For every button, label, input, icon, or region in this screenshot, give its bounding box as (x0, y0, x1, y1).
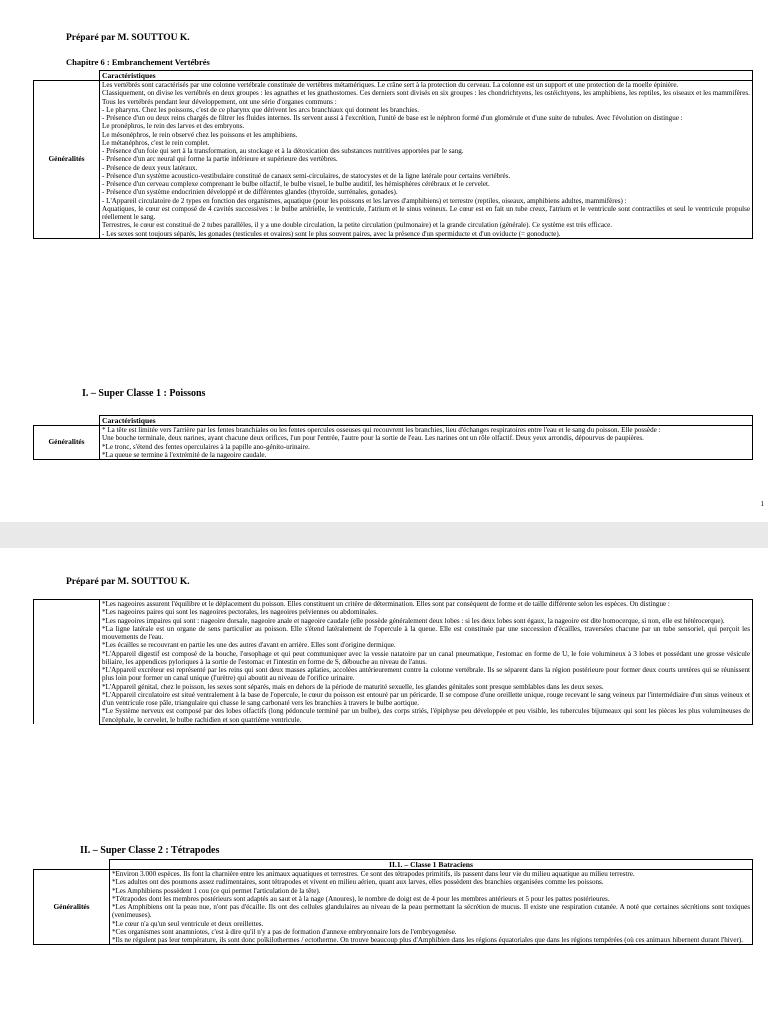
text-line: Le métanéphros, c'est le rein complet. (102, 138, 210, 147)
text-line: *La queue se termine à l'extrémité de la nageoire caudale. (102, 450, 267, 459)
prepared-by-header: Préparé par M. SOUTTOU K. (66, 577, 190, 587)
prepared-by-header: Préparé par M. SOUTTOU K. (66, 33, 190, 43)
text-line: Terrestres, le cœur est constitué de 2 tubes parallèles, il y a une double circulation, la petite circulation (pulmonaire) et la grande circulation (générale). Ce système est très efficace. (102, 221, 613, 230)
vertebrates-table (33, 70, 753, 239)
poissons-table (33, 415, 753, 460)
row-label-generalites: Généralités (34, 81, 100, 239)
text-line: Classiquement, on divise les vertébrés en deux groupes : les agnathes et les gnathostomes. Ces derniers sont divisés en six groupes : les chondrichtyens, les ostéichtyens, les amphibiens, les reptiles, les oiseaux et les mammifères. (102, 89, 750, 98)
text-line: *Les Amphibiens ont la peau nue, n'ont pas d'écaille. Ils ont des cellules glandulaires au niveau de la peau permettant la sécrétion de mucus. Il existe une respiration cutanée. A noté que certaines sécrétions sont toxiques (venimeuses). (112, 903, 750, 920)
batraciens-table (33, 859, 753, 945)
text-line: - Présence d'un arc neural qui forme la partie inférieure et supérieure des vertèbres. (102, 155, 338, 164)
text-line: - Présence d'un foie qui sert à la transformation, au stockage et à la détoxication des substances nutritives apportées par le sang. (102, 147, 464, 155)
text-line: Aquatiques, le cœur est composé de 4 cavités successives : le bulbe artérielle, le ventricule, l'atrium et le sinus veineux. Le cœur est en fait un tube creux, l'atrium et le ventricule sont contractiles et seul le ventricule propulse réellement le sang. (102, 204, 750, 221)
section-title-poissons: I. – Super Classe 1 : Poissons (82, 388, 206, 399)
chapter-title: Chapitre 6 : Embranchement Vertébrés (66, 57, 210, 67)
text-line: *La ligne latérale est un organe de sens particulier au poisson. Elle s'étend latéralement de l'opercule à la queue. Elle est constituée par une succession d'écailles, traversées chacune par un tube sensoriel, qui perçoit les mouvements de l'eau. (102, 624, 750, 641)
text-line: *Le Système nerveux est composé par des lobes olfactifs (long pédoncule terminé par un bulbe), des corps striés, l'épiphyse peu développée et peu visible, les tubercules bijumeaux qui sont les pièces les plus volumineuses de l'encéphale, le cervelet, le bulbe rachidien et son quatrième ventricule. (102, 707, 750, 724)
text-line: *L'Appareil circulatoire est situé ventralement à la base de l'opercule, le cœur du poisson est entouré par un péricarde. Il se compose d'une oreillette unique, rouge recevant le sang veineux par l'intermédiaire d'un sinus veineux et d'un ventricule rose pâle, triangulaire qui chasse le sang carbonaté vers les branchies à travers le bulbe aortique. (102, 690, 750, 707)
text-line: *L'Appareil excréteur est représenté par les reins qui sont deux masses aplaties, accolées antérieurement contre la colonne vertébrale. Ils se séparent dans la région postérieure pour former deux courts uretères qui se réunissent plus loin pour former un canal unique (l'urètre) qui aboutit au niveau de l'orifice urinaire. (102, 666, 750, 683)
text-line: - Présence d'un ou deux reins chargés de filtrer les fluides internes. Ils servent aussi à l'excrétion, l'unité de base est le néphron formé d'un glomérule et d'une suite de tubules. Avec l'évolution on distingue : (102, 114, 683, 122)
page-number: 1 (760, 500, 764, 508)
text-line: *Ils ne régulent pas leur température, ils sont donc poïkilothermes / ectotherme. On trouve beaucoup plus d'Amphibien dans les régions équatoriales que dans les régions tempérées (où ces animaux hibernent durant l'hiver). (112, 936, 743, 944)
text-line: Les vertébrés sont caractérisés par une colonne vertébrale constituée de vertèbres métamériques. Le crâne sert à la protection du cerveau. La colonne est un support et une protection de la moelle épinière. (102, 81, 679, 89)
text-line: *Les Amphibiens possèdent 1 cou (ce qui permet l'articulation de la tête). (112, 886, 321, 895)
text-line: - Présence d'un cerveau complexe comprenant le bulbe olfactif, le bulbe visuel, le bulbe auditif, les hémisphères cérébraux et le cervelet. (102, 180, 490, 188)
text-line: *Les nageoires assurent l'équilibre et le déplacement du poisson. Elles constituent un critère de détermination. Elles sont par conséquent de forme et de taille différente selon les espèces. On distingue : (102, 600, 670, 608)
text-line: *Tétrapodes dont les membres postérieurs sont adaptés au saut et à la nage (Anoures), le nombre de doigt est de 4 pour les membres antérieurs et 5 pour les pattes postérieures. (112, 894, 610, 903)
text-line: - L'Appareil circulatoire de 2 types en fonction des organismes, aquatique (pour les poissons et les larves d'amphibiens) et terrestre (reptiles, oiseaux, amphibiens adultes, mammifères) : (102, 196, 627, 205)
text-line: - Présence d'un système endocrinien développé et de différentes glandes (thyroïde, surrénales, gonades). (102, 188, 398, 197)
text-line: *Ces organismes sont anamniotes, c'est à dire qu'il n'y a pas de formation d'annexe embryonnaire lors de l'embryogenèse. (112, 927, 457, 936)
text-line: Le mésonéphros, le rein observé chez les poissons et les amphibiens. (102, 130, 298, 139)
generalites-content (110, 870, 753, 945)
text-line: - Les sexes sont toujours séparés, les gonades (testicules et ovaires) sont le plus souvent paires, avec la présence d'un spermiducte et d'un oviducte (= gonoducte). (102, 229, 561, 238)
text-line: * La tête est limitée vers l'arrière par les fentes branchiales ou les fentes opercules osseuses qui recouvrent les branchies, lieu d'échanges respiratoires entre l'eau et le sang du poisson. Elle possède : (102, 426, 661, 434)
table-caption: Caractéristiques (100, 71, 753, 81)
generalites-content (100, 426, 753, 460)
row-label-generalites: Généralités (34, 426, 100, 460)
generalites-content (100, 81, 753, 239)
poissons-table-continued (33, 599, 753, 725)
text-line: *Le tronc, s'étend des fentes operculaires à la papille ano-génito-urinaire. (102, 442, 310, 451)
text-line: *L'Appareil digestif est composé de la bouche, l'œsophage et qui peut communiquer avec la vessie natatoire par un canal pneumatique, l'estomac en forme de U, le foie volumineux à 3 lobes et possédant une grosse vésicule biliaire, les appendices pyloriques à la sortie de l'estomac et l'intestin en forme de S, débouche au niveau de l'anus. (102, 649, 750, 666)
text-line: *Environ 3.000 espèces. Ils font la charnière entre les animaux aquatiques et terrestres. Ce sont des tétrapodes primitifs, ils passent dans leur vie du milieu aquatique au milieu terrestre. (112, 870, 635, 878)
text-line: Tous les vertébrés pendant leur développement, ont une série d'organes communs : (102, 97, 337, 106)
table-caption: Caractéristiques (100, 416, 753, 426)
text-line: - Présence d'un système acoustico-vestibulaire constitué de canaux semi-circulaires, de statocystes et de la ligne latérale pour certains vertébrés. (102, 171, 511, 180)
text-line: *Les écailles se recouvrant en partie les une des autres d'avant en arrière. Elles sont d'origine dermique. (102, 641, 396, 650)
text-line: *Les nageoires paires qui sont les nageoires pectorales, les nageoires pelviennes ou abdominales. (102, 608, 378, 617)
text-line: *Le cœur n'a qu'un seul ventricule et deux oreillettes. (112, 919, 264, 928)
text-line: Une bouche terminale, deux narines, ayant chacune deux orifices, l'un pour l'entrée, l'autre pour la sortie de l'eau. Les narines ont un rôle olfactif. Deux yeux arrondis, dépourvus de paupières. (102, 434, 644, 443)
text-line: *Les adultes ont des poumons assez rudimentaires, sont tétrapodes et vivent en milieu aérien, quant aux larves, elles possèdent des branchies organisées comme les poissons. (112, 878, 604, 887)
class-subheader: II.1. – Classe 1 Batraciens (110, 860, 753, 870)
section-title-tetrapodes: II. – Super Classe 2 : Tétrapodes (80, 845, 220, 856)
text-line: *Les nageoires impaires qui sont : nageoire dorsale, nageoire anale et nageoire caudale (elle possède généralement deux lobes : si les deux lobes sont égaux, la nageoire est dite homocerque, si non, elle est hétérocerque). (102, 616, 725, 625)
continued-content (100, 600, 753, 725)
row-label-generalites: Généralités (34, 870, 110, 945)
text-line: *L'Appareil génital, chez le poisson, les sexes sont séparés, mais en dehors de la période de maturité sexuelle, les glandes génitales sont presque semblables dans les deux sexes. (102, 682, 604, 691)
text-line: - Présence de deux yeux latéraux. (102, 163, 198, 172)
text-line: Le pronéphros, le rein des larves et des embryons. (102, 122, 245, 131)
document-page-2 (0, 548, 768, 1024)
text-line: - Le pharynx. Chez les poissons, c'est de ce pharynx que dérivent les arcs branchiaux qui donnent les branchies. (102, 105, 420, 114)
